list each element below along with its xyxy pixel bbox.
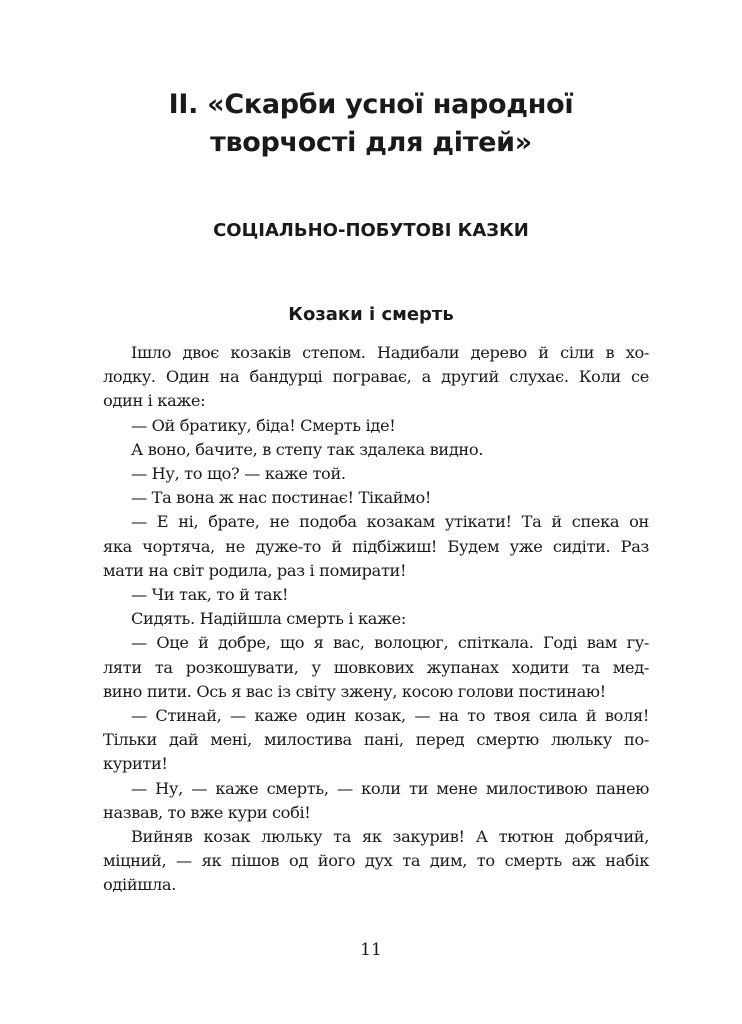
story-line: Сидять. Надійшла смерть і каже:: [131, 609, 406, 629]
story-line: Тільки дай мені, милостива пані, перед смертю люльку по-: [103, 730, 649, 750]
part-title-line: творчості для дітей»: [210, 127, 532, 158]
story-line: Ішло двоє козаків степом. Надибали дерево й сіли в хо-: [131, 343, 649, 362]
story-line: — Ой братику, біда! Смерть іде!: [131, 415, 396, 435]
story-line: ляти та розкошувати, у шовкових жупанах ходити та мед-: [103, 657, 649, 677]
story-line: — Чи так, то й так!: [131, 585, 289, 605]
story-line: курити!: [103, 754, 168, 774]
page-number: 11: [360, 940, 382, 960]
story-line: один і каже:: [103, 391, 206, 411]
story-line: — Ну, то що? — каже той.: [131, 464, 346, 484]
story-line: А воно, бачите, в степу так здалека видно.: [131, 439, 484, 459]
story-line: Вийняв козак люльку та як закурив! А тютюн добрячий,: [131, 827, 649, 847]
story-text: [103, 341, 649, 898]
section-title: СОЦІАЛЬНО-ПОБУТОВІ КАЗКИ: [213, 220, 529, 241]
story-line: вино пити. Ось я вас із світу зжену, косою голови постинаю!: [103, 681, 606, 701]
story-line: — Стинай, — каже один козак, — на то твоя сила й воля!: [131, 706, 649, 726]
story-line: — Ну, — каже смерть, — коли ти мене милостивою панею: [131, 778, 649, 798]
part-title-line: II. «Скарби усної народної: [168, 89, 574, 120]
story-line: одійшла.: [103, 875, 177, 895]
story-line: міцний, — як пішов од його дух та дим, то смерть аж набік: [103, 851, 649, 871]
story-line: лодку. Один на бандурці пограває, а другий слухає. Коли се: [103, 367, 649, 387]
story-line: назвав, то вже кури собі!: [103, 802, 311, 822]
story-line: яка чортяча, не дуже-то й підбіжиш! Будем уже сидіти. Раз: [103, 536, 649, 556]
story-line: — Оце й добре, що я вас, волоцюг, спіткала. Годі вам гу-: [131, 633, 649, 653]
story-line: — Та вона ж нас постинає! Тікаймо!: [131, 488, 432, 508]
story-line: — Е ні, брате, не подоба козакам утікати! Та й спека он: [131, 512, 649, 532]
story-line: мати на світ родила, раз і помирати!: [103, 560, 407, 580]
story-title: Козаки і смерть: [288, 304, 454, 325]
part-title: [0, 86, 742, 162]
